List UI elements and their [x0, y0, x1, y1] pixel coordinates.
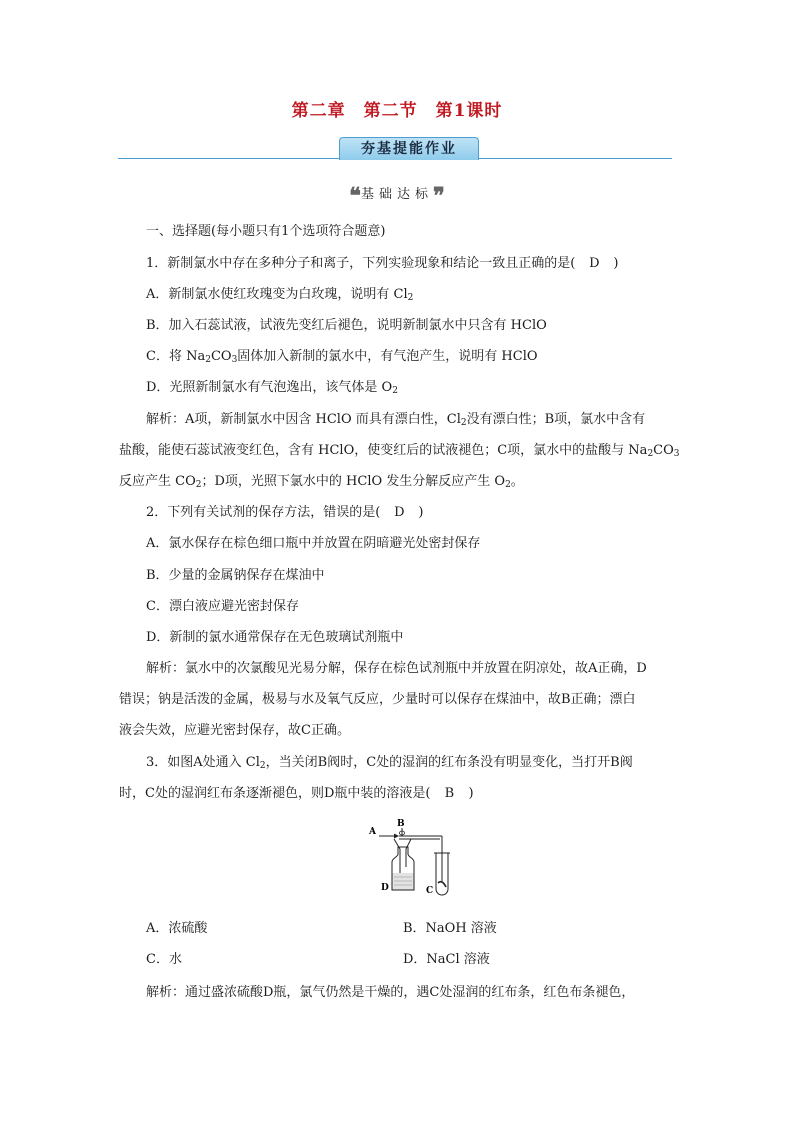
q3-option-d: D．NaCl 溶液 [403, 952, 490, 967]
q1-explanation-line2: 盐酸，能使石蕊试液变红色，含有 HClO，使变红后的试液褪色；C项，氯水中的盐酸与 $Na_2CO_3$ [119, 443, 680, 459]
q3-answer: B [444, 786, 455, 801]
page-title: 第二章 第二节 第1课时 [291, 101, 503, 121]
label-d: D [381, 883, 389, 893]
quote-close-icon: ❞ [433, 183, 445, 209]
q3-option-a: A．浓硫酸 [146, 921, 208, 936]
q2-option-d: D．新制的氯水通常保存在无色玻璃试剂瓶中 [146, 630, 404, 645]
part-title: 一、选择题(每小题只有1个选项符合题意) [146, 224, 386, 239]
q1-answer: D [589, 256, 600, 271]
q1-option-c: C．将 $Na_2CO_3$固体加入新制的氯水中，有气泡产生，说明有 HClO [146, 349, 538, 365]
apparatus-diagram [368, 817, 464, 897]
q2-explanation-line2: 错误；钠是活泼的金属，极易与水及氧气反应，少量时可以保存在煤油中，故B正确；漂白 [119, 692, 636, 707]
q1-option-b: B．加入石蕊试液，试液先变红后褪色，说明新制氯水中只含有 HClO [146, 318, 547, 333]
banner-label: 夯基提能作业 [339, 137, 479, 160]
q3-option-b: B．NaOH 溶液 [403, 921, 497, 936]
q2-option-c: C．漂白液应避光密封保存 [146, 599, 299, 614]
q2-explanation-line3: 液会失效，应避光密封保存，故C正确。 [119, 723, 350, 738]
q1-option-a: A．新制氯水使红玫瑰变为白玫瑰，说明有 $Cl_2$ [146, 287, 414, 303]
q3-stem-line2: 时，C处的湿润红布条逐渐褪色，则D瓶中装的溶液是( B ) [119, 786, 474, 801]
section-heading [0, 183, 794, 209]
q1-option-d: D．光照新制氯水有气泡逸出，该气体是 $O_2$ [146, 380, 398, 396]
q3-option-c: C．水 [146, 952, 182, 967]
q2-explanation-line1: 解析：氯水中的次氯酸见光易分解，保存在棕色试剂瓶中并放置在阴凉处，故A正确，D [146, 661, 647, 676]
q2-option-b: B．少量的金属钠保存在煤油中 [146, 568, 325, 583]
q3-stem-line1: 3．如图A处通入 $Cl_2$，当关闭B阀时，C处的湿润的红布条没有明显变化，当打开B阀 [146, 755, 633, 771]
label-b: B [397, 819, 405, 829]
q2-option-a: A．氯水保存在棕色细口瓶中并放置在阴暗避光处密封保存 [146, 536, 481, 551]
q2-stem: 2．下列有关试剂的保存方法，错误的是( D ) [146, 505, 424, 520]
q1-stem: 1．新制氯水中存在多种分子和离子，下列实验现象和结论一致且正确的是( D ) [146, 256, 619, 271]
q3-explanation-line1: 解析：通过盛浓硫酸D瓶，氯气仍然是干燥的，遇C处湿润的红布条，红色布条褪色， [146, 985, 635, 1000]
quote-open-icon: ❝ [349, 183, 361, 209]
q2-answer: D [394, 505, 405, 520]
label-a: A [369, 827, 376, 837]
q1-explanation-line1: 解析：A项，新制氯水中因含 HClO 而具有漂白性，$Cl_2$没有漂白性；B项，氯水中含有 [146, 412, 646, 428]
section-title: 基础达标 [360, 187, 433, 202]
label-c: C [426, 886, 434, 896]
q1-explanation-line3: 反应产生 $CO_2$；D项，光照下氯水中的 HClO 发生分解反应产生 $O_2$。 [119, 474, 524, 490]
